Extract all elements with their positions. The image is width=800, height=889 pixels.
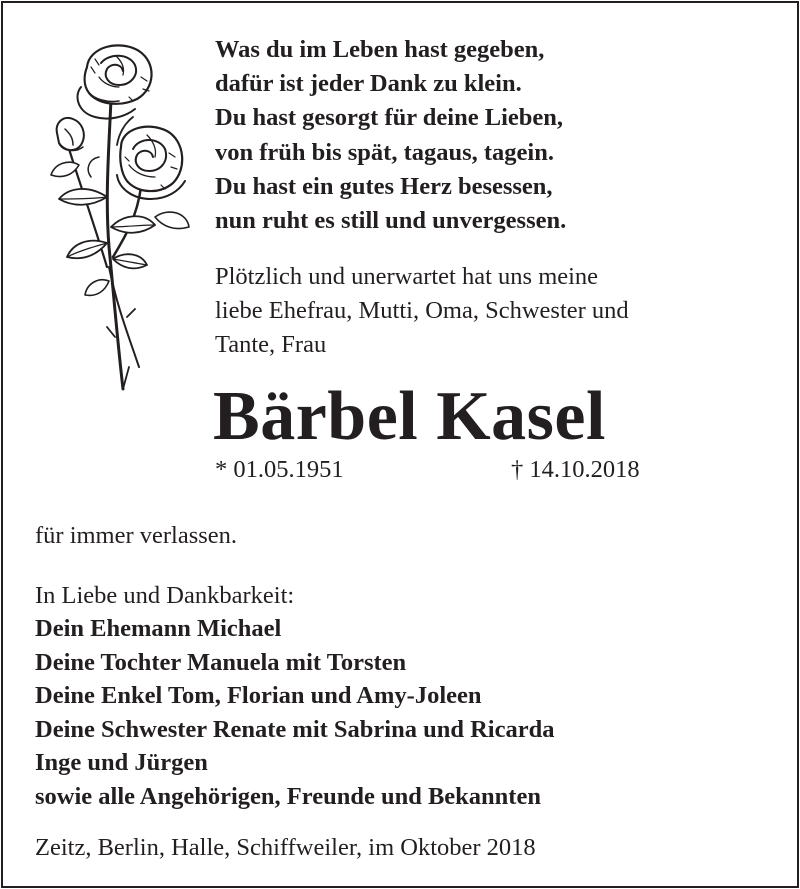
obituary-notice (1, 1, 799, 888)
mourners-list (35, 612, 554, 814)
mourners-intro: In Liebe und Dankbarkeit: (35, 582, 295, 609)
birth-date: * 01.05.1951 (215, 456, 344, 483)
death-date: † 14.10.2018 (511, 456, 640, 483)
poem-line: von früh bis spät, tagaus, tagein. (215, 138, 554, 166)
poem-line: Du hast gesorgt für deine Lieben, (215, 104, 564, 132)
roses-illustration-icon (29, 37, 199, 397)
mourner-line: Deine Tochter Manuela mit Torsten (35, 648, 407, 676)
intro-line: liebe Ehefrau, Mutti, Oma, Schwester und (215, 297, 629, 324)
poem-line: Du hast ein gutes Herz besessen, (215, 172, 553, 200)
left-text: für immer verlassen. (35, 522, 238, 549)
deceased-name: Bärbel Kasel (213, 378, 606, 455)
mourner-line: sowie alle Angehörigen, Freunde und Bekannten (35, 782, 541, 810)
mourner-line: Deine Schwester Renate mit Sabrina und Ricarda (35, 715, 555, 743)
intro-line: Tante, Frau (215, 331, 327, 358)
intro-text (215, 260, 790, 362)
closing-line: Zeitz, Berlin, Halle, Schiffweiler, im Oktober 2018 (35, 834, 536, 861)
poem-line: nun ruht es still und unvergessen. (215, 207, 567, 235)
poem-line: dafür ist jeder Dank zu klein. (215, 70, 522, 98)
poem (215, 33, 566, 238)
mourner-line: Inge und Jürgen (35, 749, 208, 777)
poem-line: Was du im Leben hast gegeben, (215, 36, 545, 63)
mourner-line: Dein Ehemann Michael (35, 615, 282, 642)
mourner-line: Deine Enkel Tom, Florian und Amy-Joleen (35, 682, 482, 710)
intro-line: Plötzlich und unerwartet hat uns meine (215, 263, 599, 290)
